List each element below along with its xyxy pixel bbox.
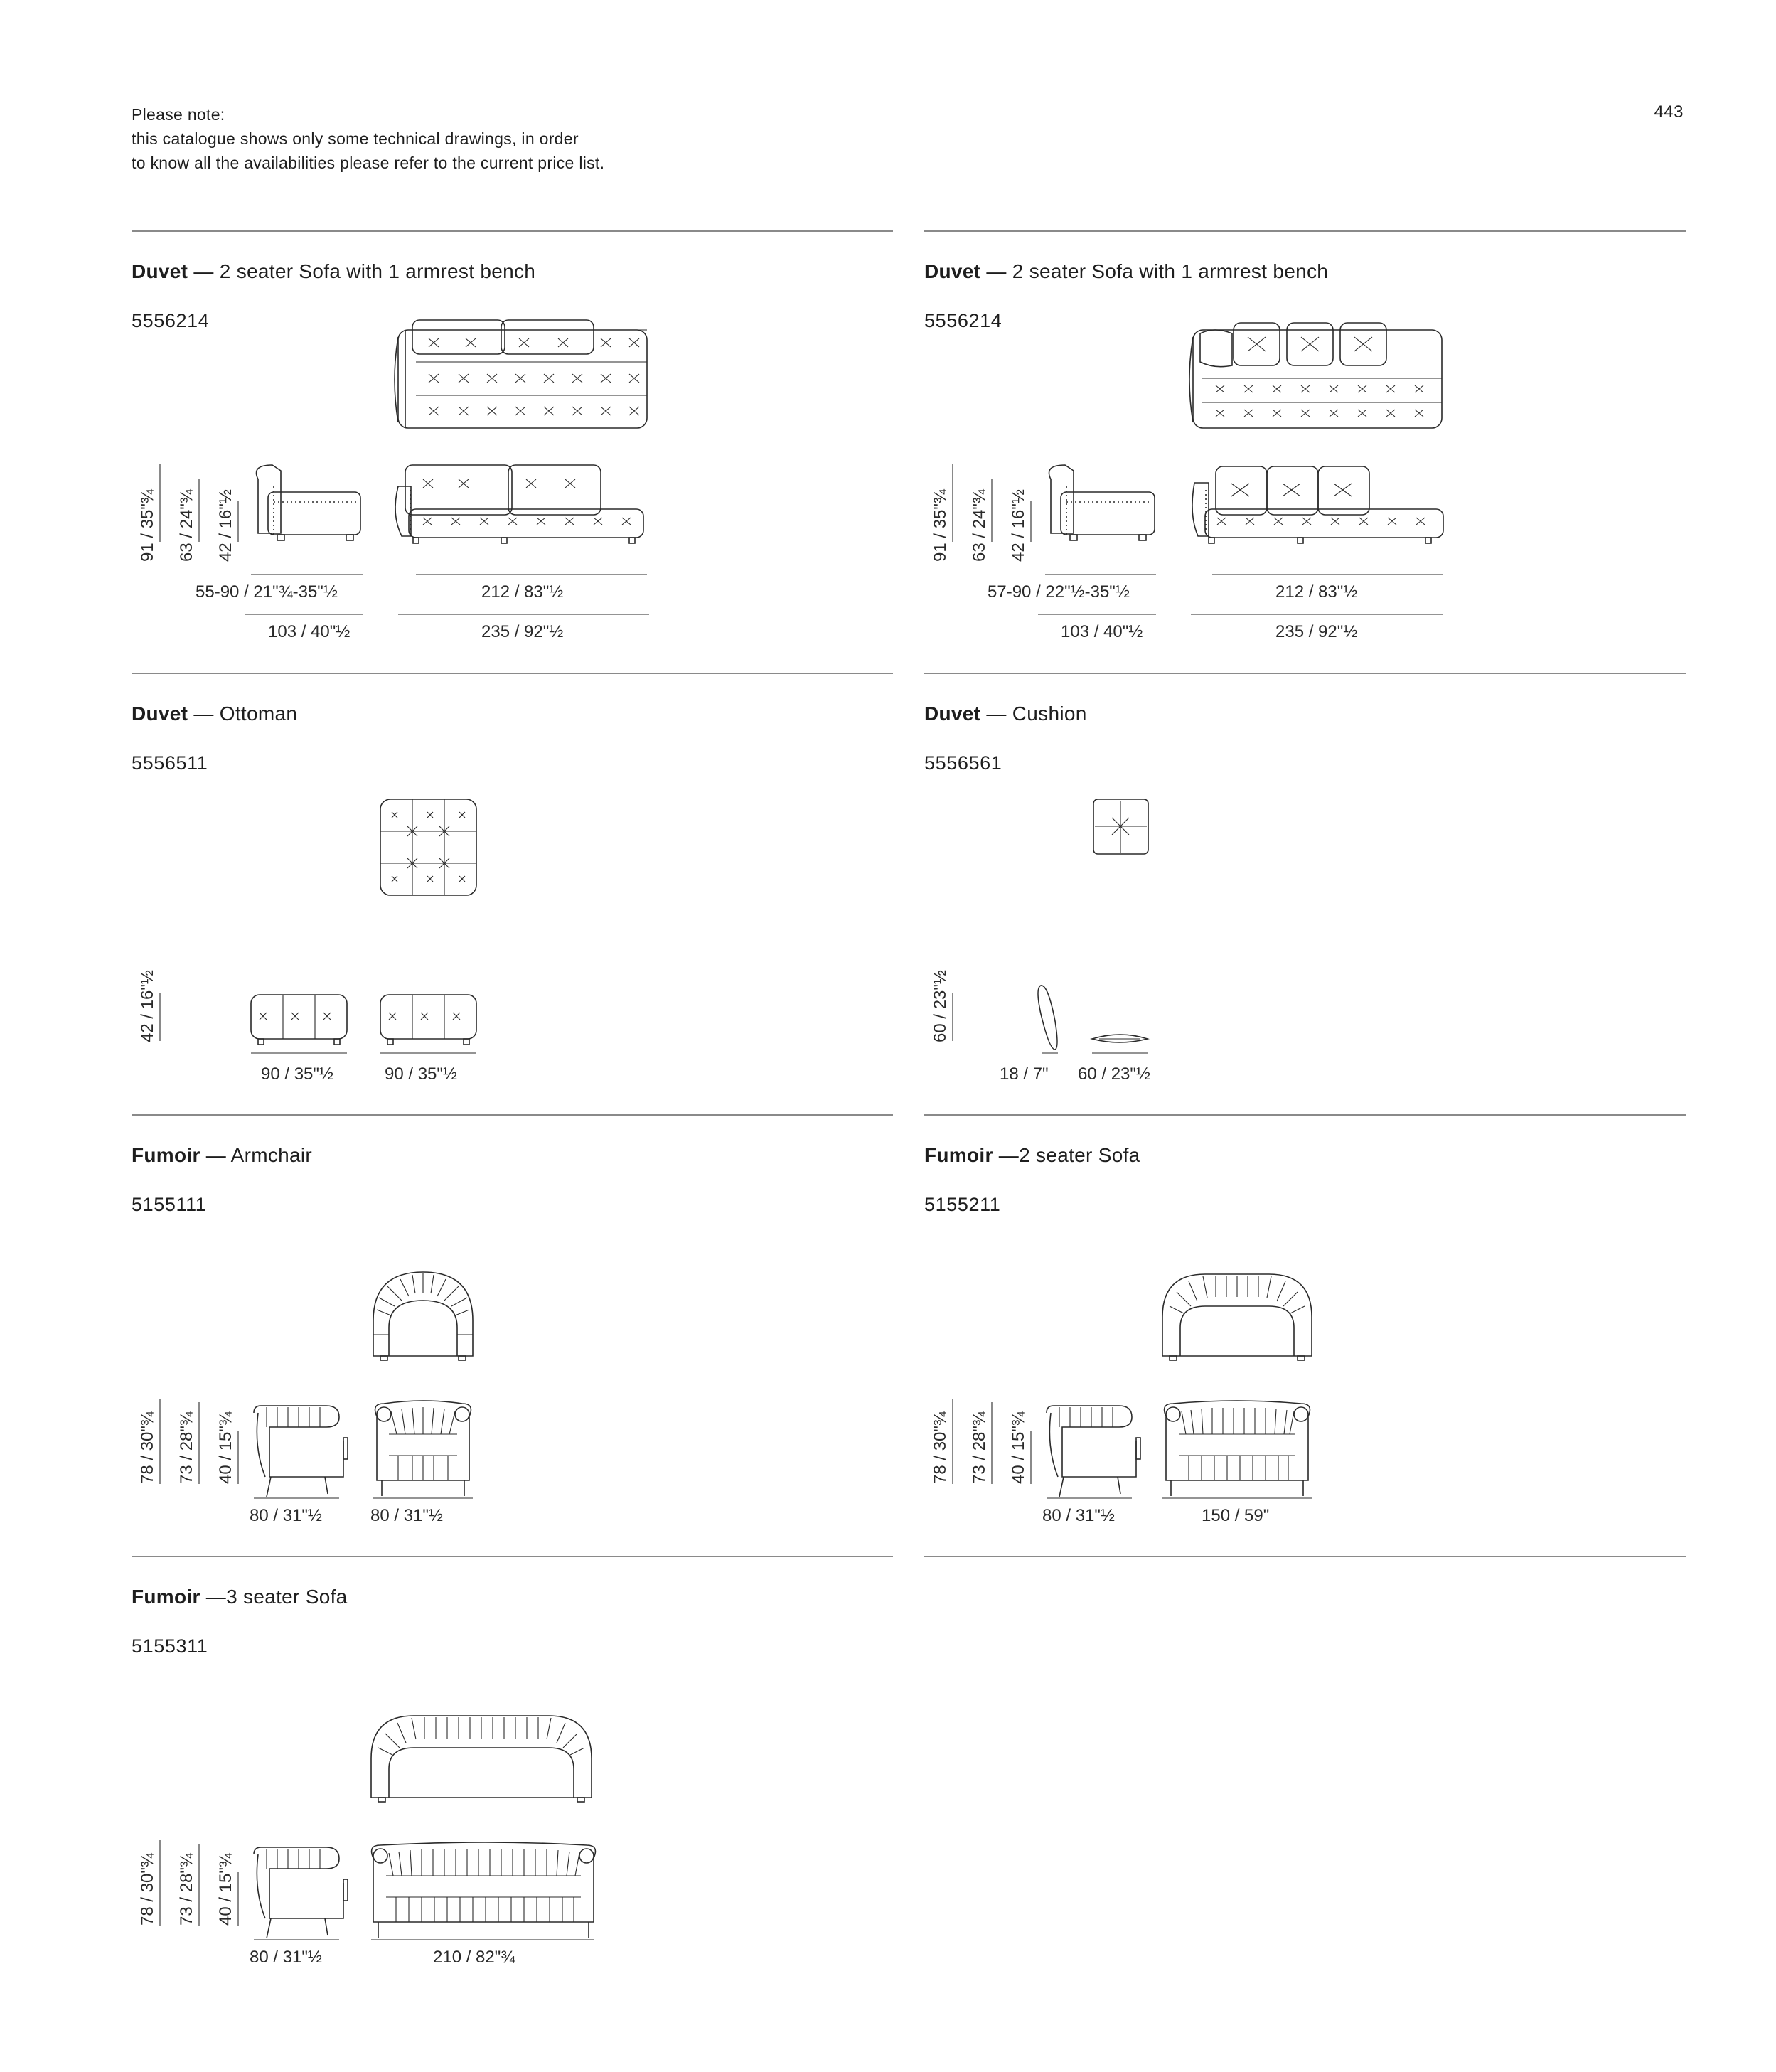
armchair-side-view (254, 1406, 348, 1497)
divider (132, 673, 893, 674)
product-title (132, 260, 535, 283)
dimension-lines (953, 1399, 1312, 1498)
dim-height-arm: 73 / 28"¾ (970, 1411, 989, 1484)
sofa-front-view (395, 465, 643, 543)
dim-height: 60 / 23"½ (931, 970, 950, 1042)
dim-depth: 103 / 40"½ (268, 622, 351, 641)
product-title (924, 703, 1087, 725)
sofa-top-view (371, 1716, 592, 1802)
technical-drawing (924, 245, 1686, 671)
divider (132, 1114, 893, 1116)
dim-depth-seat: 55-90 / 21"¾-35"½ (196, 582, 338, 602)
sofa-front-view (1192, 466, 1443, 543)
product-type: — Armchair (200, 1144, 313, 1166)
dim-height-seat: 42 / 16"½ (1009, 489, 1028, 562)
dim-height-total: 78 / 30"¾ (138, 1411, 157, 1484)
brand-name: Fumoir (132, 1144, 200, 1166)
product-duvet-cushion (924, 687, 1686, 1114)
cushion-top-view (1093, 799, 1148, 854)
product-fumoir-3-seater (132, 1570, 893, 1997)
product-code: 5155311 (132, 1635, 208, 1657)
armchair-top-view (373, 1272, 473, 1360)
dim-height-total: 78 / 30"¾ (138, 1853, 157, 1926)
dim-height-arm: 73 / 28"¾ (177, 1853, 196, 1926)
sofa-top-view (395, 320, 647, 428)
cushion-front-view (1092, 1035, 1148, 1042)
dim-depth-seat: 57-90 / 22"½-35"½ (988, 582, 1130, 602)
sofa-top-view (1162, 1274, 1312, 1360)
divider (924, 1114, 1686, 1116)
dim-height-back: 63 / 24"¾ (970, 489, 989, 562)
sofa-side-view (1047, 1406, 1140, 1497)
dim-height-total: 91 / 35"¾ (138, 489, 157, 562)
dim-thickness: 18 / 7" (1000, 1064, 1049, 1084)
product-type: — Ottoman (188, 703, 298, 725)
product-code: 5556511 (132, 752, 208, 774)
dim-width: 235 / 92"½ (1275, 622, 1358, 641)
product-title (924, 1144, 1140, 1167)
dim-height-seat: 42 / 16"½ (216, 489, 235, 562)
technical-drawing (132, 1128, 893, 1555)
dim-depth: 80 / 31"½ (250, 1948, 322, 1967)
dim-height: 42 / 16"½ (138, 970, 157, 1042)
product-type: — 2 seater Sofa with 1 armrest bench (188, 260, 536, 282)
product-fumoir-2-seater (924, 1128, 1686, 1555)
dim-width: 150 / 59" (1202, 1506, 1270, 1525)
dimension-lines (160, 993, 476, 1053)
brand-name: Duvet (924, 703, 981, 725)
page-number: 443 (1654, 102, 1684, 122)
product-title (132, 703, 297, 725)
divider (132, 1556, 893, 1557)
brand-name: Duvet (132, 260, 188, 282)
product-code: 5556214 (132, 310, 210, 331)
sofa-top-view (1189, 323, 1442, 428)
product-fumoir-armchair (132, 1128, 893, 1555)
ottoman-top-view (380, 799, 476, 895)
technical-drawing (924, 687, 1686, 1114)
technical-drawing (132, 1570, 893, 1997)
product-duvet-sofa-left (132, 245, 893, 671)
dim-width: 235 / 92"½ (481, 622, 564, 641)
dim-width-inner: 212 / 83"½ (481, 582, 564, 602)
brand-name: Duvet (924, 260, 981, 282)
ottoman-side-view (251, 995, 347, 1045)
dim-depth: 80 / 31"½ (1042, 1506, 1115, 1525)
dim-width: 210 / 82"¾ (433, 1948, 515, 1967)
sofa-front-view (372, 1842, 596, 1938)
ottoman-front-view (380, 995, 476, 1045)
dim-width: 60 / 23"½ (1078, 1064, 1150, 1084)
dim-width-inner: 212 / 83"½ (1275, 582, 1358, 602)
divider (132, 230, 893, 232)
divider (924, 673, 1686, 674)
dim-depth: 103 / 40"½ (1061, 622, 1143, 641)
sofa-side-view (1049, 465, 1155, 540)
dim-height-total: 91 / 35"¾ (931, 489, 950, 562)
technical-drawing (132, 687, 893, 1114)
dim-width-side: 90 / 35"½ (261, 1064, 333, 1084)
sofa-front-view (1165, 1401, 1310, 1496)
dim-width-front: 90 / 35"½ (385, 1064, 457, 1084)
note-line: to know all the availabilities please refer to the current price list. (132, 154, 605, 172)
product-type: — 2 seater Sofa with 1 armrest bench (980, 260, 1329, 282)
product-title (132, 1586, 348, 1608)
page-note (132, 102, 604, 175)
dimension-lines (160, 1399, 473, 1498)
dim-width: 80 / 31"½ (370, 1506, 443, 1525)
brand-name: Fumoir (132, 1586, 200, 1608)
product-duvet-ottoman (132, 687, 893, 1114)
dim-height-arm: 73 / 28"¾ (177, 1411, 196, 1484)
note-line: this catalogue shows only some technical drawings, in order (132, 129, 579, 148)
divider (924, 1556, 1686, 1557)
brand-name: Duvet (132, 703, 188, 725)
armchair-front-view (375, 1401, 471, 1496)
product-title (132, 1144, 312, 1167)
product-type: — Cushion (980, 703, 1087, 725)
note-line: Please note: (132, 105, 225, 124)
cushion-side-view (1038, 986, 1057, 1050)
technical-drawing (924, 1128, 1686, 1555)
technical-drawing (132, 245, 893, 671)
product-code: 5155111 (132, 1194, 207, 1215)
sofa-side-view (257, 465, 361, 540)
product-type: —3 seater Sofa (200, 1586, 348, 1608)
dim-height-seat: 40 / 15"¾ (216, 1411, 235, 1484)
product-code: 5556214 (924, 310, 1002, 331)
sofa-side-view (254, 1847, 348, 1938)
dim-height-total: 78 / 30"¾ (931, 1411, 950, 1484)
product-code: 5556561 (924, 752, 1002, 774)
dim-height-seat: 40 / 15"¾ (216, 1853, 235, 1926)
dim-height-back: 63 / 24"¾ (177, 489, 196, 562)
product-duvet-sofa-right (924, 245, 1686, 671)
dim-height-seat: 40 / 15"¾ (1009, 1411, 1028, 1484)
brand-name: Fumoir (924, 1144, 993, 1166)
product-type: —2 seater Sofa (993, 1144, 1140, 1166)
product-code: 5155211 (924, 1194, 1001, 1215)
dim-depth: 80 / 31"½ (250, 1506, 322, 1525)
product-title (924, 260, 1328, 283)
divider (924, 230, 1686, 232)
